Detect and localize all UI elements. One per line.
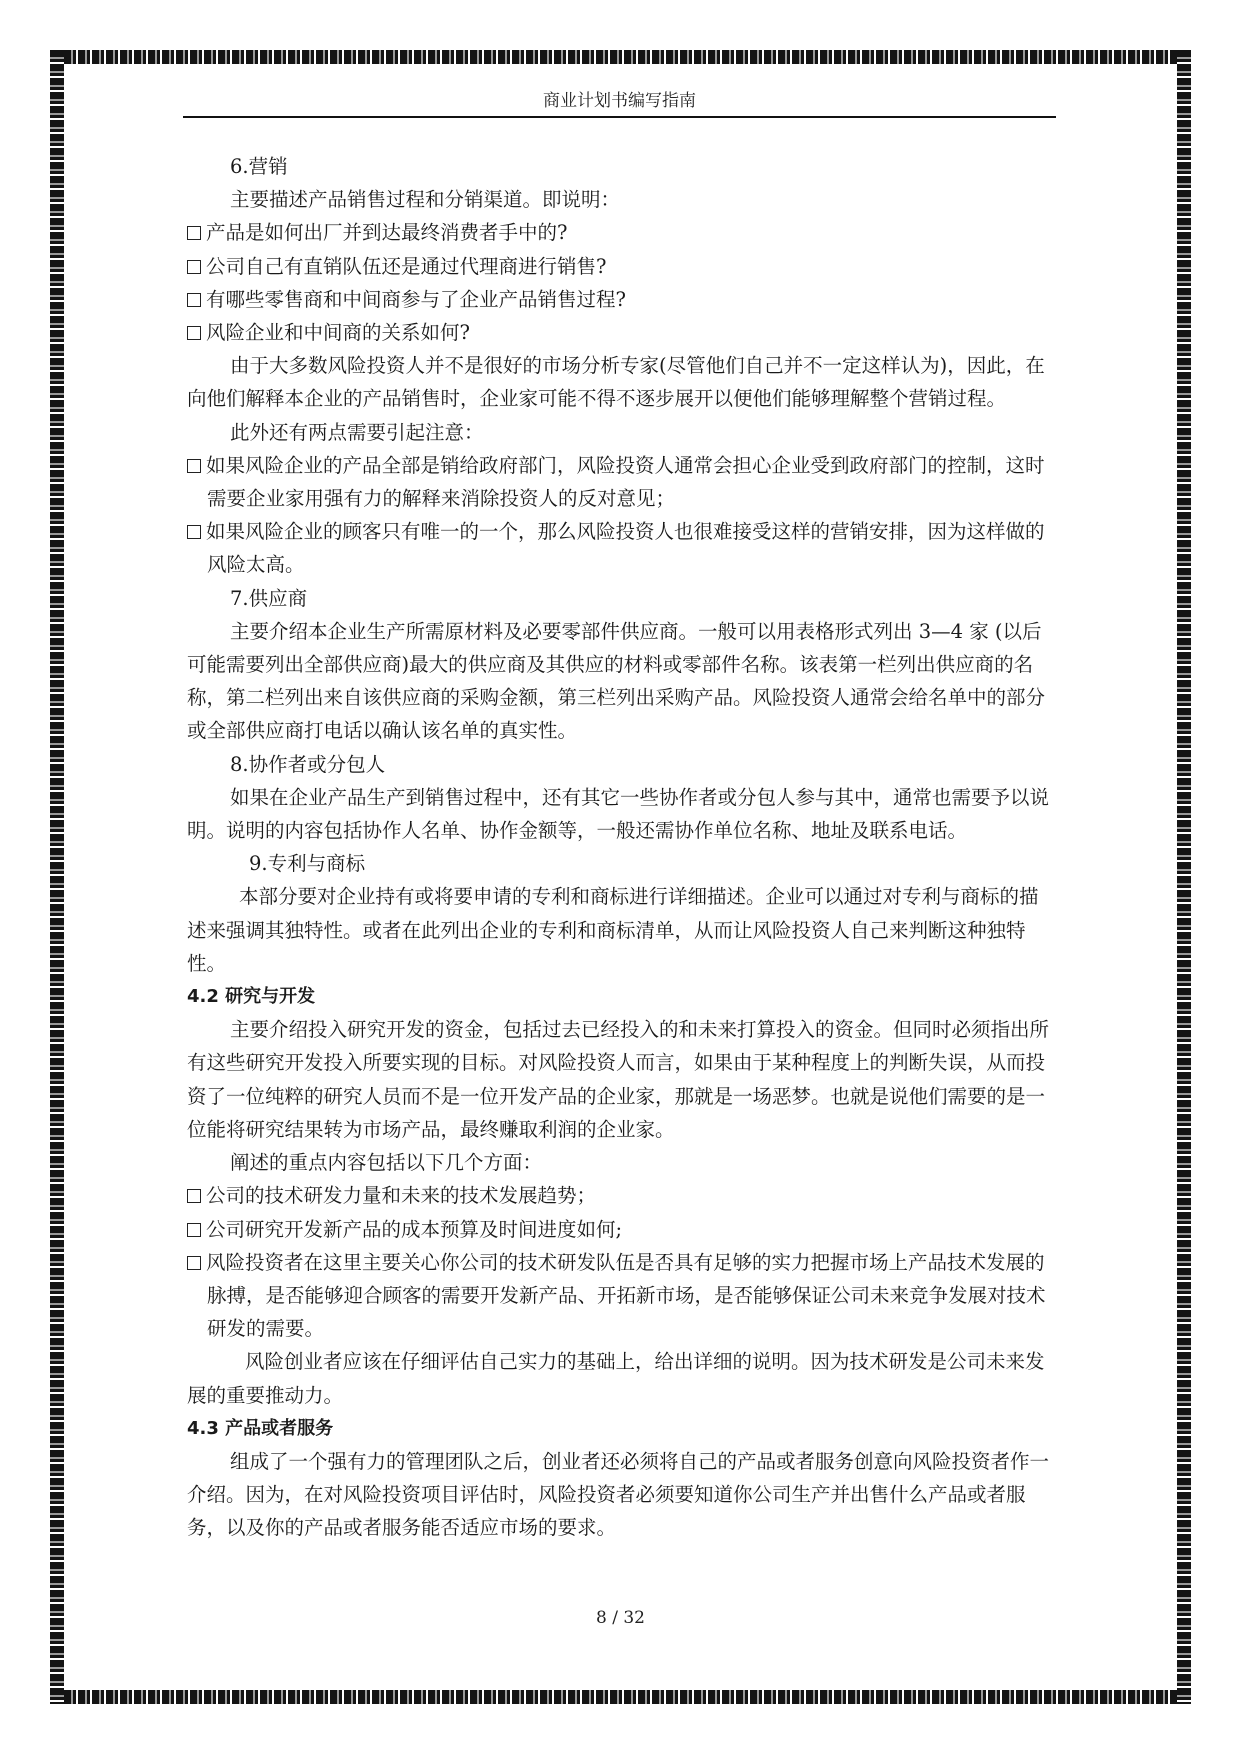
bullet-item (187, 316, 1049, 349)
checkbox-bullet-icon (187, 293, 201, 307)
paragraph: 此外还有两点需要引起注意： (230, 420, 484, 444)
paragraph: 主要描述产品销售过程和分销渠道。即说明： (230, 188, 621, 212)
checkbox-bullet-icon (187, 1256, 201, 1270)
bullet-item (187, 1179, 1049, 1212)
page-number: 8 / 32 (596, 1608, 645, 1628)
bullet-item (187, 1246, 1049, 1346)
subsection-title: 9.专利与商标 (249, 852, 366, 876)
checkbox-bullet-icon (187, 260, 201, 274)
subsection-title: 6.营销 (230, 155, 288, 178)
running-header: 商业计划书编写指南 (183, 86, 1056, 118)
bullet-text: 风险企业和中间商的关系如何? (206, 321, 470, 345)
paragraph: 主要介绍本企业生产所需原材料及必要零部件供应商。一般可以用表格形式列出 3—4 家 (以后可能需要列出全部供应商)最大的供应商及其供应的材料或零部件名称。该表第一栏列出供应商的名称，第二栏列出来自该供应商的采购金额，第三栏列出采购产品。风险投资人通常会给名单中的部分或全部供应商打电话以确认该名单的真实性。 (187, 619, 1046, 743)
section-heading: 4.2 研究与开发 (187, 986, 316, 1008)
bullet-text: 如果风险企业的产品全部是销给政府部门，风险投资人通常会担心企业受到政府部门的控制，这时需要企业家用强有力的解释来消除投资人的反对意见； (206, 453, 1045, 511)
checkbox-bullet-icon (187, 1223, 201, 1237)
bullet-text: 有哪些零售商和中间商参与了企业产品销售过程? (206, 287, 626, 311)
paragraph: 风险创业者应该在仔细评估自己实力的基础上，给出详细的说明。因为技术研发是公司未来发展的重要推动力。 (187, 1350, 1045, 1407)
paragraph: 组成了一个强有力的管理团队之后，创业者还必须将自己的产品或者服务创意向风险投资者作一介绍。因为，在对风险投资项目评估时，风险投资者必须要知道你公司生产并出售什么产品或者服务，以及你的产品或者服务能否适应市场的要求。 (187, 1449, 1050, 1540)
bullet-item (187, 515, 1049, 581)
subsection-title: 8.协作者或分包人 (230, 752, 386, 776)
paragraph: 如果在企业产品生产到销售过程中，还有其它一些协作者或分包人参与其中，通常也需要予以说明。说明的内容包括协作人名单、协作金额等，一般还需协作单位名称、地址及联系电话。 (187, 785, 1050, 843)
bullet-text: 产品是如何出厂并到达最终消费者手中的? (206, 221, 568, 245)
page-border-left (50, 50, 64, 1704)
checkbox-bullet-icon (187, 459, 201, 473)
bullet-item (187, 250, 1049, 283)
paragraph: 由于大多数风险投资人并不是很好的市场分析专家(尽管他们自己并不一定这样认为)，因此，在向他们解释本企业的产品销售时，企业家可能不得不逐步展开以便他们能够理解整个营销过程。 (187, 354, 1045, 411)
checkbox-bullet-icon (187, 1189, 201, 1203)
checkbox-bullet-icon (187, 226, 201, 240)
page-border-right (1177, 50, 1191, 1704)
bullet-item (187, 283, 1049, 316)
checkbox-bullet-icon (187, 326, 201, 340)
bullet-item (187, 1213, 1049, 1246)
bullet-text: 如果风险企业的顾客只有唯一的一个，那么风险投资人也很难接受这样的营销安排，因为这样做的风险太高。 (206, 520, 1045, 577)
paragraph: 主要介绍投入研究开发的资金，包括过去已经投入的和未来打算投入的资金。但同时必须指出所有这些研究开发投入所要实现的目标。对风险投资人而言，如果由于某种程度上的判断失误，从而投资了一位纯粹的研究人员而不是一位开发产品的企业家，那就是一场恶梦。也就是说他们需要的是一位能将研究结果转为市场产品，最终赚取利润的企业家。 (187, 1018, 1050, 1141)
bullet-item (187, 216, 1049, 249)
section-heading: 4.3 产品或者服务 (187, 1417, 334, 1439)
document-body (187, 150, 1049, 1545)
bullet-text: 风险投资者在这里主要关心你公司的技术研发队伍是否具有足够的实力把握市场上产品技术发展的脉搏，是否能够迎合顾客的需要开发新产品、开拓新市场，是否能够保证公司未来竞争发展对技术研发的需要。 (206, 1250, 1046, 1341)
bullet-text: 公司自己有直销队伍还是通过代理商进行销售? (206, 254, 607, 278)
bullet-text: 公司的技术研发力量和未来的技术发展趋势； (206, 1184, 597, 1208)
paragraph: 阐述的重点内容包括以下几个方面： (230, 1151, 543, 1175)
bullet-text: 公司研究开发新产品的成本预算及时间进度如何; (206, 1217, 623, 1241)
page-border-top (50, 50, 1191, 64)
bullet-item (187, 449, 1049, 515)
paragraph: 本部分要对企业持有或将要申请的专利和商标进行详细描述。企业可以通过对专利与商标的描述来强调其独特性。或者在此列出企业的专利和商标清单，从而让风险投资人自己来判断这种独特性。 (187, 885, 1039, 975)
subsection-title: 7.供应商 (230, 586, 308, 610)
page-border-bottom (50, 1690, 1191, 1704)
checkbox-bullet-icon (187, 525, 201, 539)
